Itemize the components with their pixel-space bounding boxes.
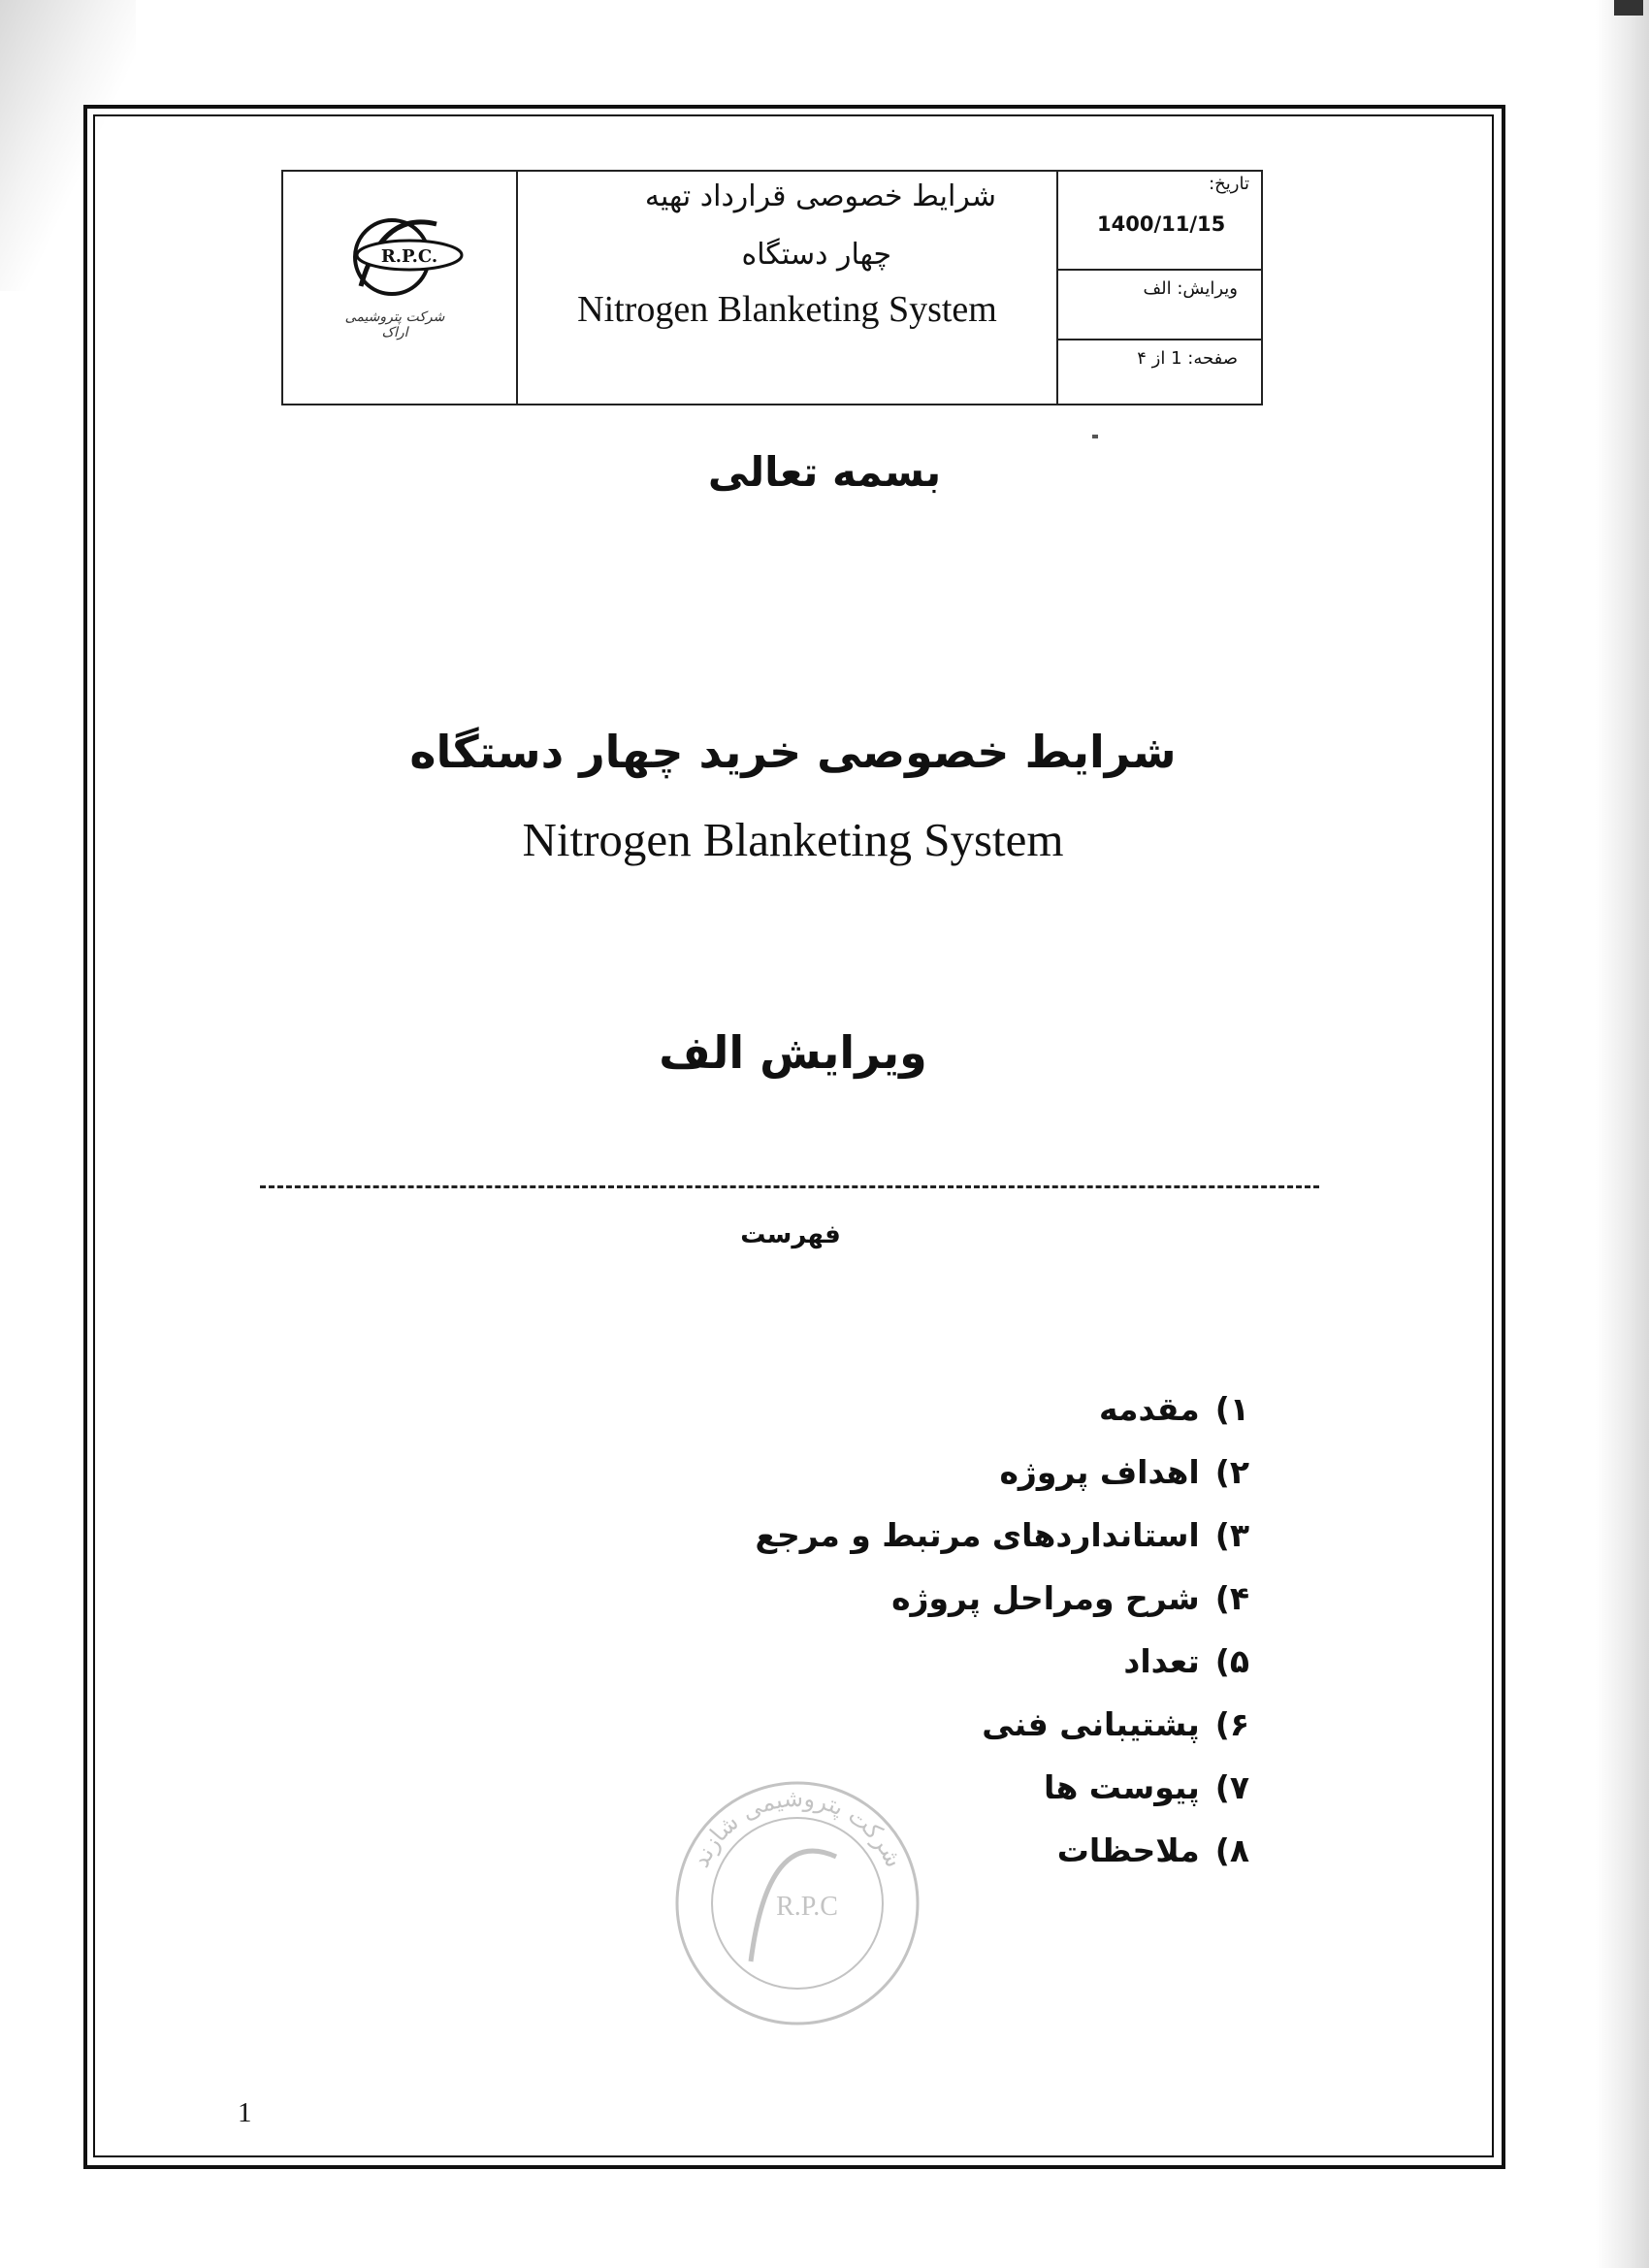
header-page-row	[1058, 340, 1261, 404]
page-label: صفحه: 1 از ۴	[1137, 348, 1238, 369]
stamp-center-text: R.P.C	[776, 1892, 838, 1922]
toc-item-label: پیوست ها	[1044, 1768, 1200, 1806]
date-value: 1400/11/15	[1097, 212, 1226, 236]
header-title-line3: Nitrogen Blanketing System	[577, 289, 997, 330]
toc-heading: فهرست	[740, 1220, 841, 1249]
header-meta-cell	[1058, 172, 1261, 404]
header-title-line1: شرایط خصوصی قرارداد تهیه	[644, 179, 996, 213]
scan-speck	[1092, 435, 1098, 438]
toc-item-number: ۱)	[1214, 1390, 1249, 1428]
toc-item-number: ۴)	[1214, 1579, 1249, 1617]
toc-item	[755, 1441, 1249, 1504]
scan-mark	[1614, 0, 1643, 16]
toc-item-label: تعداد	[1123, 1642, 1200, 1680]
toc-item	[755, 1630, 1249, 1693]
logo-text: R.P.C.	[380, 246, 438, 267]
toc-item-label: استانداردهای مرتبط و مرجع	[755, 1516, 1200, 1554]
document-header-table	[281, 170, 1263, 405]
page-number: 1	[238, 2097, 252, 2128]
toc-item-number: ۲)	[1214, 1453, 1249, 1491]
header-revision-row	[1058, 271, 1261, 340]
dashed-divider	[260, 1185, 1319, 1188]
header-title-line2: چهار دستگاه	[741, 238, 891, 272]
toc-item-number: ۷)	[1214, 1768, 1249, 1806]
toc-item-label: اهداف پروژه	[999, 1453, 1200, 1491]
stamp-text: شرکت پتروشیمی شازند	[687, 1784, 908, 1872]
toc-item-number: ۳)	[1214, 1516, 1249, 1554]
toc-item	[755, 1504, 1249, 1567]
bismillah-heading: بسمه تعالی	[707, 448, 942, 496]
main-title-persian: شرایط خصوصی خرید چهار دستگاه	[409, 726, 1177, 778]
company-stamp-icon	[662, 1767, 933, 2029]
revision-heading: ویرایش الف	[659, 1026, 927, 1079]
svg-text:شرکت پتروشیمی شازند	[687, 1785, 908, 1872]
rpc-logo-icon	[332, 211, 468, 308]
toc-item	[755, 1693, 1249, 1756]
toc-item-label: ملاحظات	[1056, 1831, 1200, 1869]
logo-caption: شرکت پتروشیمی اراک	[344, 309, 445, 340]
header-date-row	[1058, 172, 1261, 271]
toc-item	[755, 1567, 1249, 1630]
toc-item-number: ۶)	[1214, 1705, 1249, 1743]
header-title-cell	[518, 172, 1058, 404]
revision-label: ویرایش: الف	[1143, 278, 1238, 299]
header-logo-cell	[283, 172, 518, 404]
toc-item-label: پشتیبانی فنی	[982, 1705, 1200, 1743]
main-title-english: Nitrogen Blanketing System	[522, 813, 1064, 866]
date-label: تاریخ:	[1209, 174, 1249, 194]
toc-item-label: مقدمه	[1099, 1390, 1200, 1428]
scan-shadow-right	[1596, 0, 1649, 2268]
toc-item	[755, 1377, 1249, 1441]
toc-item-number: ۵)	[1214, 1642, 1249, 1680]
toc-item-label: شرح ومراحل پروژه	[891, 1579, 1200, 1617]
toc-item-number: ۸)	[1214, 1831, 1249, 1869]
